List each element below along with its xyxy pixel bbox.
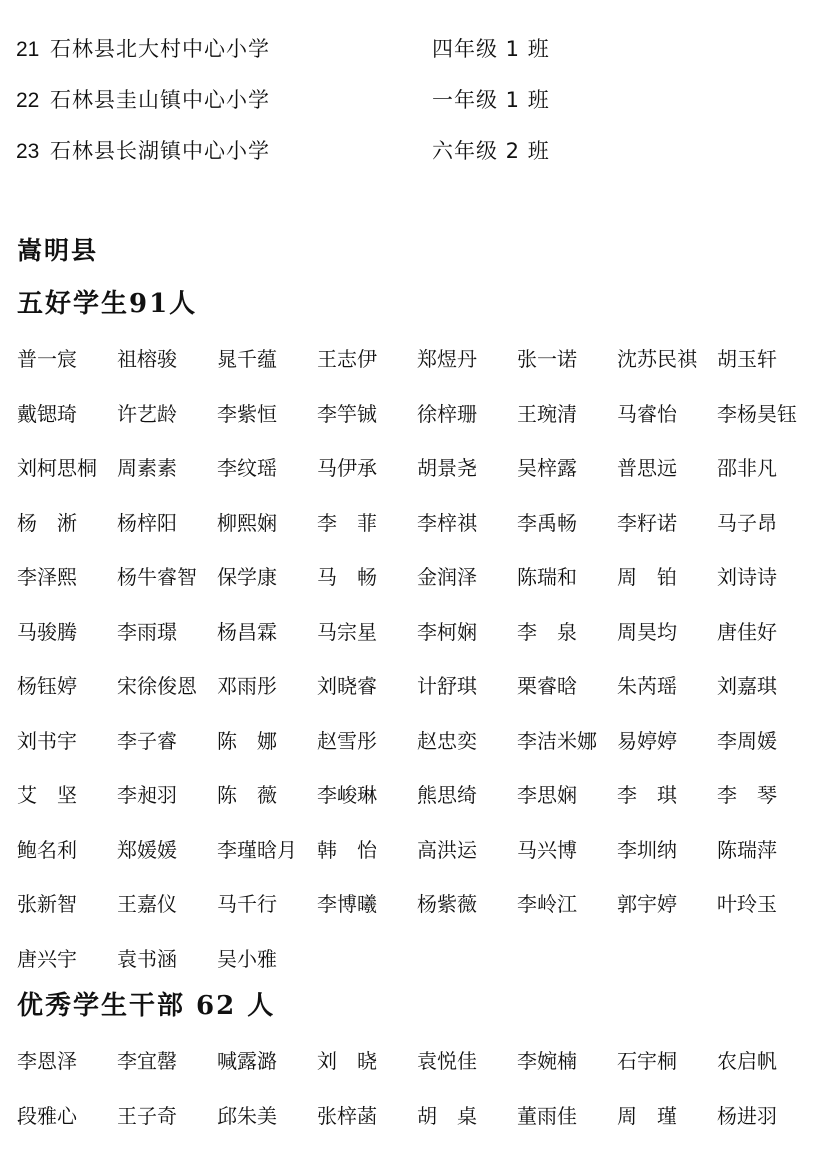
student-name: 邓雨彤: [217, 671, 277, 701]
student-name: 李婉楠: [517, 1046, 577, 1076]
student-name: 马千行: [217, 889, 277, 919]
school-num: 21: [16, 35, 50, 65]
student-name: 马宗星: [317, 617, 377, 647]
name-row: [17, 835, 817, 890]
student-name: 刘书宇: [17, 726, 77, 756]
student-name: 喊露潞: [217, 1046, 277, 1076]
student-name: 祖榕骏: [117, 344, 177, 374]
student-name: 许艺龄: [117, 399, 177, 429]
school-num: 22: [16, 86, 50, 116]
student-name: 艾 坚: [17, 780, 77, 810]
student-name: 李泽熙: [17, 562, 77, 592]
school-name: 石林县长湖镇中心小学: [50, 136, 270, 166]
student-name: 周 铂: [617, 562, 677, 592]
student-name: 吴小雅: [217, 944, 277, 974]
student-name: 马骏腾: [17, 617, 77, 647]
student-name: 马 畅: [317, 562, 377, 592]
name-row: [17, 726, 817, 781]
student-name: 李 泉: [517, 617, 577, 647]
student-name: 杨 淅: [17, 508, 77, 538]
student-name: 赵雪彤: [317, 726, 377, 756]
name-row: [17, 508, 817, 563]
school-class: 一年级 1 班: [432, 85, 550, 115]
student-name: 李柯娴: [417, 617, 477, 647]
student-name: 李子睿: [117, 726, 177, 756]
student-name: 胡景尧: [417, 453, 477, 483]
name-row: [17, 344, 817, 399]
student-name: 刘诗诗: [717, 562, 777, 592]
student-name: 李 琪: [617, 780, 677, 810]
student-name: 李昶羽: [117, 780, 177, 810]
student-name: 张梓菡: [317, 1101, 377, 1131]
student-name: 保学康: [217, 562, 277, 592]
student-name: 杨昌霖: [217, 617, 277, 647]
student-name: 李 琴: [717, 780, 777, 810]
student-name: 胡玉轩: [717, 344, 777, 374]
student-name: 李纹瑶: [217, 453, 277, 483]
student-name: 高洪运: [417, 835, 477, 865]
county-heading: 嵩明县: [17, 234, 98, 268]
section-title-five-good: 五好学生91人: [17, 286, 197, 322]
student-name: 鲍名利: [17, 835, 77, 865]
student-name: 马兴博: [517, 835, 577, 865]
student-name: 董雨佳: [517, 1101, 577, 1131]
school-num: 23: [16, 137, 50, 167]
student-name: 陈瑞萍: [717, 835, 777, 865]
student-name: 杨紫薇: [417, 889, 477, 919]
student-name: 吴梓露: [517, 453, 577, 483]
student-name: 张一诺: [517, 344, 577, 374]
student-name: 李宜罄: [117, 1046, 177, 1076]
student-name: 戴锶琦: [17, 399, 77, 429]
student-name: 韩 怡: [317, 835, 377, 865]
student-name: 熊思绮: [417, 780, 477, 810]
student-name: 李雨璟: [117, 617, 177, 647]
student-name: 马子昂: [717, 508, 777, 538]
student-name: 李 菲: [317, 508, 377, 538]
name-row: [17, 617, 817, 672]
name-row: [17, 889, 817, 944]
school-class: 六年级 2 班: [432, 136, 550, 166]
student-name: 陈 薇: [217, 780, 277, 810]
student-name: 易婷婷: [617, 726, 677, 756]
student-name: 周昊均: [617, 617, 677, 647]
name-grid-cadre: [17, 1046, 817, 1155]
student-name: 沈苏民祺: [617, 344, 697, 374]
student-name: 郑媛媛: [117, 835, 177, 865]
student-name: 马睿怡: [617, 399, 677, 429]
student-name: 刘嘉琪: [717, 671, 777, 701]
student-name: 金润泽: [417, 562, 477, 592]
student-name: 袁书涵: [117, 944, 177, 974]
student-name: 叶玲玉: [717, 889, 777, 919]
section-title-cadre: 优秀学生干部 62 人: [17, 988, 275, 1024]
student-name: 王琬清: [517, 399, 577, 429]
student-name: 李紫恒: [217, 399, 277, 429]
name-grid-five-good: [17, 344, 817, 998]
student-name: 李博曦: [317, 889, 377, 919]
student-name: 徐梓珊: [417, 399, 477, 429]
student-name: 王子奇: [117, 1101, 177, 1131]
student-name: 石宇桐: [617, 1046, 677, 1076]
student-name: 李洁米娜: [517, 726, 597, 756]
student-name: 普一宸: [17, 344, 77, 374]
student-name: 郑煜丹: [417, 344, 477, 374]
name-row: [17, 453, 817, 508]
name-row: [17, 1101, 817, 1155]
student-name: 李梓祺: [417, 508, 477, 538]
student-name: 李岭江: [517, 889, 577, 919]
name-row: [17, 562, 817, 617]
student-name: 计舒琪: [417, 671, 477, 701]
student-name: 杨钰婷: [17, 671, 77, 701]
student-name: 李杨昊钰: [717, 399, 797, 429]
student-name: 李竽铖: [317, 399, 377, 429]
student-name: 刘晓睿: [317, 671, 377, 701]
student-name: 杨梓阳: [117, 508, 177, 538]
student-name: 王嘉仪: [117, 889, 177, 919]
name-row: [17, 399, 817, 454]
student-name: 李周媛: [717, 726, 777, 756]
student-name: 唐佳好: [717, 617, 777, 647]
school-class: 四年级 1 班: [432, 34, 550, 64]
student-name: 段雅心: [17, 1101, 77, 1131]
student-name: 邵非凡: [717, 453, 777, 483]
student-name: 周 瑾: [617, 1101, 677, 1131]
name-row: [17, 1046, 817, 1101]
school-row: [16, 34, 816, 64]
student-name: 刘柯思桐: [17, 453, 97, 483]
school-row: [16, 85, 816, 115]
name-row: [17, 780, 817, 835]
student-name: 杨进羽: [717, 1101, 777, 1131]
student-name: 李籽诺: [617, 508, 677, 538]
student-name: 农启帆: [717, 1046, 777, 1076]
student-name: 陈 娜: [217, 726, 277, 756]
student-name: 王志伊: [317, 344, 377, 374]
student-name: 杨牛睿智: [117, 562, 197, 592]
student-name: 柳熙娴: [217, 508, 277, 538]
student-name: 李恩泽: [17, 1046, 77, 1076]
student-name: 唐兴宇: [17, 944, 77, 974]
student-name: 李禹畅: [517, 508, 577, 538]
school-name: 石林县北大村中心小学: [50, 34, 270, 64]
student-name: 普思远: [617, 453, 677, 483]
student-name: 宋徐俊恩: [117, 671, 197, 701]
student-name: 胡 桌: [417, 1101, 477, 1131]
student-name: 袁悦佳: [417, 1046, 477, 1076]
school-row: [16, 136, 816, 166]
school-name: 石林县圭山镇中心小学: [50, 85, 270, 115]
student-name: 栗睿晗: [517, 671, 577, 701]
student-name: 朱芮瑶: [617, 671, 677, 701]
student-name: 李瑾晗月: [217, 835, 297, 865]
student-name: 郭宇婷: [617, 889, 677, 919]
student-name: 马伊承: [317, 453, 377, 483]
student-name: 赵忠奕: [417, 726, 477, 756]
student-name: 邱朱美: [217, 1101, 277, 1131]
student-name: 张新智: [17, 889, 77, 919]
student-name: 刘 晓: [317, 1046, 377, 1076]
student-name: 晁千蕴: [217, 344, 277, 374]
name-row: [17, 671, 817, 726]
student-name: 周素素: [117, 453, 177, 483]
student-name: 李思娴: [517, 780, 577, 810]
student-name: 陈瑞和: [517, 562, 577, 592]
student-name: 李圳纳: [617, 835, 677, 865]
student-name: 李峻琳: [317, 780, 377, 810]
